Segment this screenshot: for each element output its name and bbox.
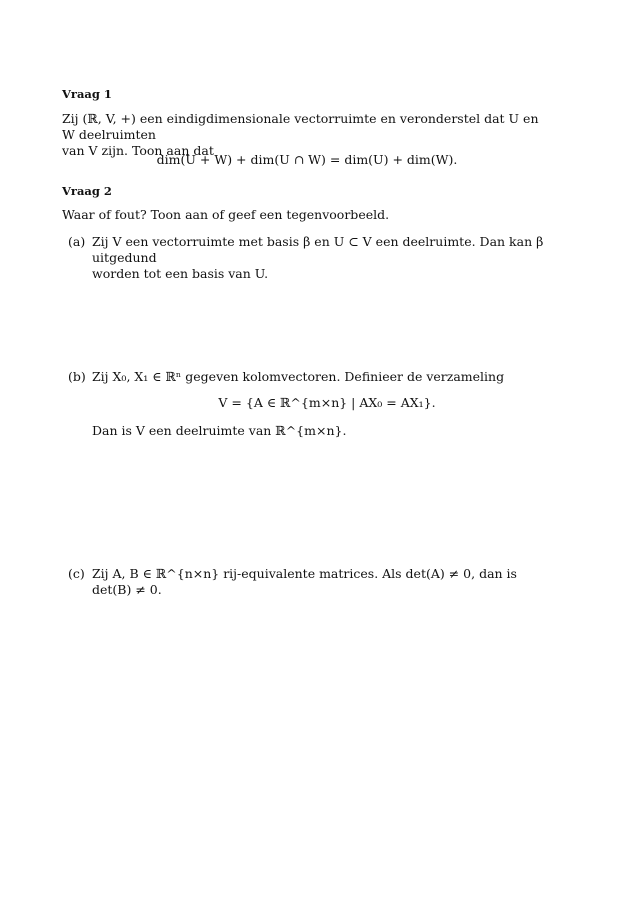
item-label-a: (a) [68,234,86,249]
question-2b-line-2: Dan is V een deelruimte van ℝ^{m×n}. [92,423,347,438]
question-2b-line-1: Zij X₀, X₁ ∈ ℝⁿ gegeven kolomvectoren. Definieer de verzameling [92,369,505,384]
question-2a-line-2: worden tot een basis van U. [92,266,269,281]
question-2c [68,566,554,598]
item-label-b: (b) [68,369,86,384]
question-1-line-2: van V zijn. Toon aan dat [62,143,214,158]
question-2b [68,369,554,385]
question-2a-line-1: Zij V een vectorruimte met basis β en U ⊂ V een deelruimte. Dan kan β uitgedund [92,234,544,265]
question-2b-formula-block [62,395,552,410]
question-2 [62,184,552,198]
item-label-c: (c) [68,566,85,581]
question-1-heading: Vraag 1 [62,87,112,101]
question-2b-formula: V = {A ∈ ℝ^{m×n} | AX₀ = AX₁}. [218,395,436,410]
question-2b-conclusion [68,423,554,439]
question-2-intro-block [62,207,552,223]
question-2-heading: Vraag 2 [62,184,112,198]
question-1-formula-block [62,152,552,167]
question-2c-line-1: Zij A, B ∈ ℝ^{n×n} rij-equivalente matrices. Als det(A) ≠ 0, dan is det(B) ≠ 0. [92,566,517,597]
question-2-intro: Waar of fout? Toon aan of geef een tegenvoorbeeld. [62,207,390,222]
question-1 [62,87,552,101]
question-2a [68,234,554,282]
question-1-line-1: Zij (ℝ, V, +) een eindigdimensionale vectorruimte en veronderstel dat U en W deelruimten [62,111,539,142]
question-1-formula: dim(U + W) + dim(U ∩ W) = dim(U) + dim(W). [156,152,458,167]
